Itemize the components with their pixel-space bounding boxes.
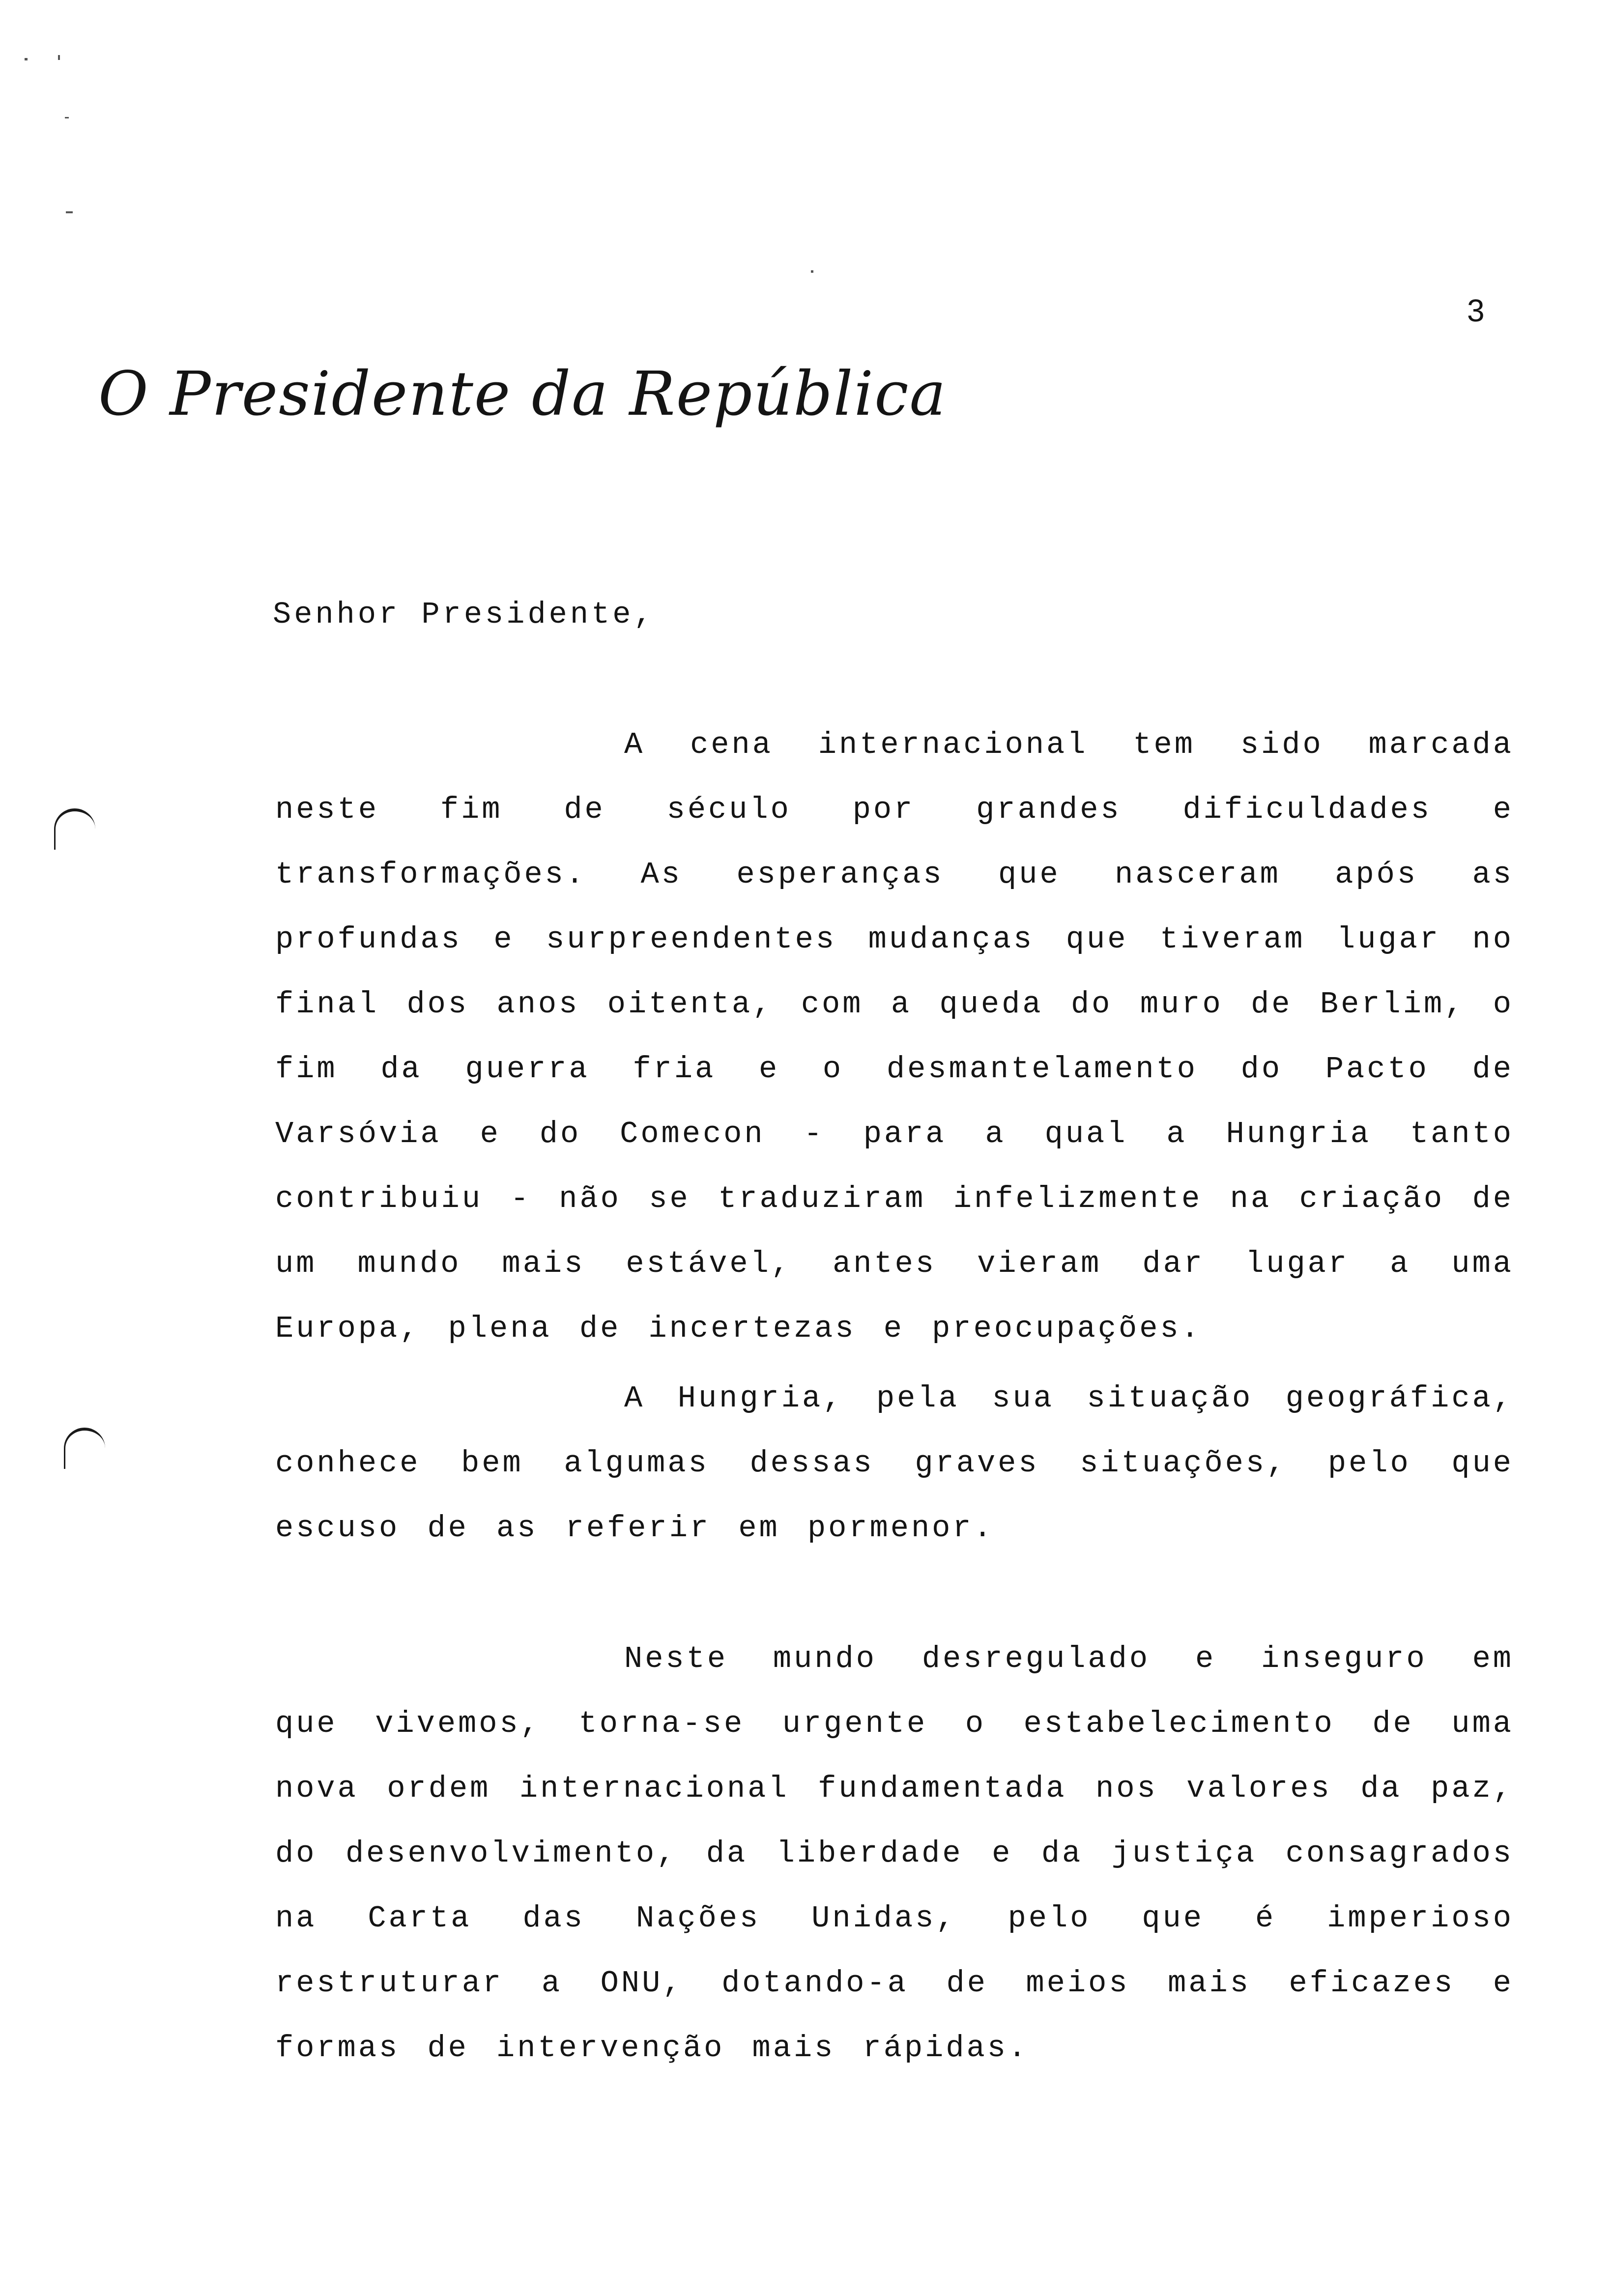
punch-hole-mark — [64, 1428, 105, 1469]
punch-hole-mark — [54, 808, 95, 850]
scan-speck — [66, 211, 73, 213]
letterhead-title: O Presidente da República — [98, 359, 947, 430]
scan-speck — [25, 58, 28, 60]
paragraph-2: A Hungria, pela sua situação geográfica, conhece bem algumas dessas graves situações, pelo que escuso de as referir em pormenor. — [275, 1381, 1514, 1546]
paragraph-3: Neste mundo desregulado e inseguro em que vivemos, torna-se urgente o estabelecimento de uma nova ordem internacional fundamentada nos valores da paz, do desenvolvimento, da liberdade e da justiça consagrados na Carta das Nações Unidas, pelo que é imperioso restruturar a ONU, dotando-a de meios mais eficazes e formas de intervenção mais rápidas. — [275, 1641, 1514, 2066]
scan-speck — [811, 270, 813, 273]
paragraph-1: A cena internacional tem sido marcada neste fim de século por grandes dificuldades e transformações. As esperanças que nasceram após as profundas e surpreendentes mudanças que tiveram lugar no final dos anos oitenta, com a queda do muro de Berlim, o fim da guerra fria e o desmantelamento do Pacto de Varsóvia e do Comecon - para a qual a Hungria tanto contribuiu - não se traduziram infelizmente na criação de um mundo mais estável, antes vieram dar lugar a uma Europa, plena de incertezas e preocupações. — [275, 727, 1514, 1346]
page-number: 3 — [1467, 293, 1485, 328]
scan-speck — [65, 117, 69, 118]
scan-speck — [58, 55, 60, 60]
salutation: Senhor Presidente, — [273, 597, 655, 632]
